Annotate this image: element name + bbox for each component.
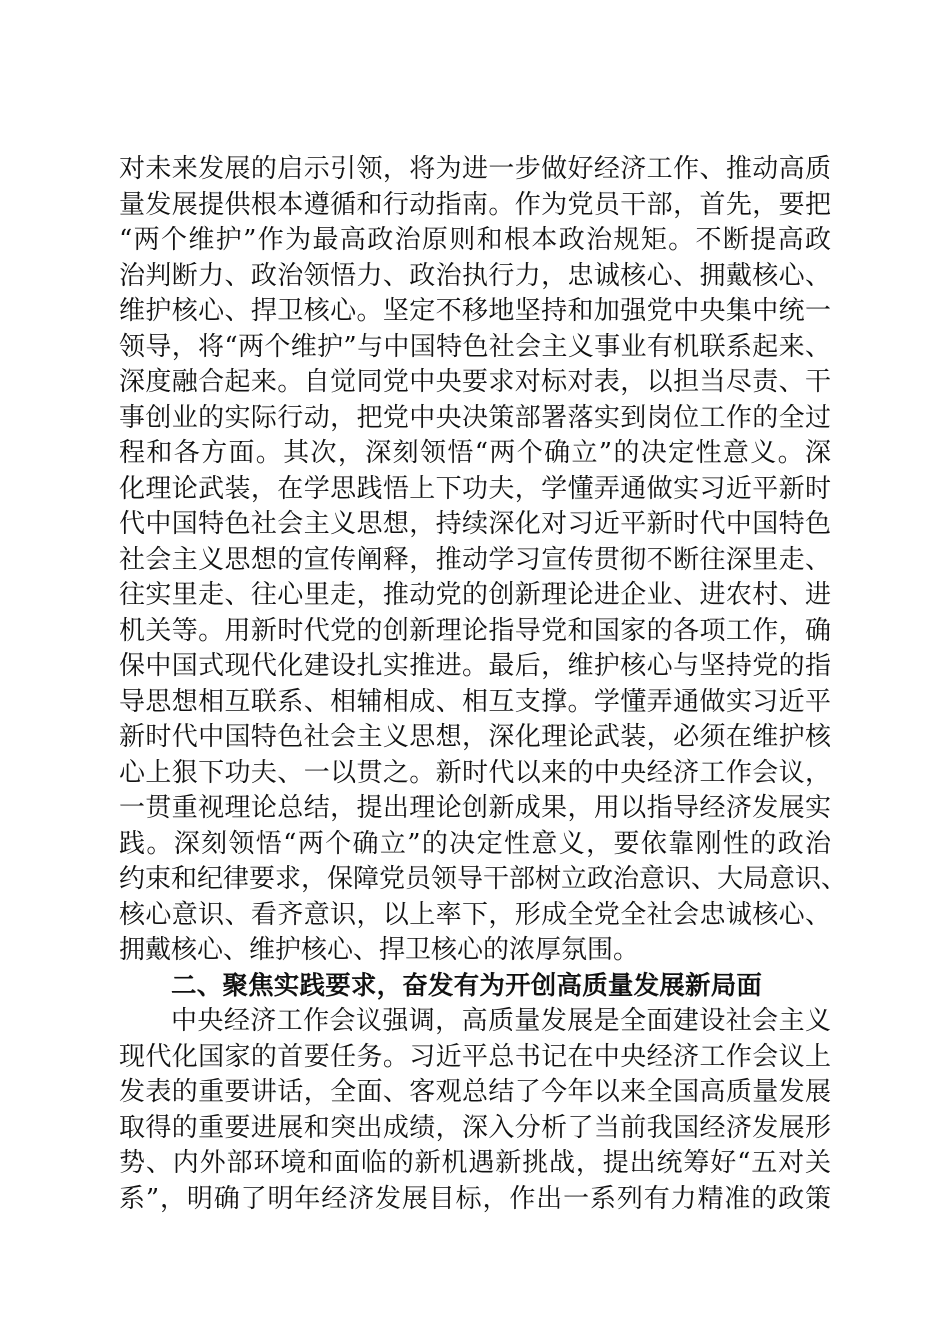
text-line: 事创业的实际行动，把党中央决策部署落实到岗位工作的全过 — [119, 402, 831, 433]
text-line: 新时代中国特色社会主义思想，深化理论武装，必须在维护核 — [119, 722, 831, 752]
text-line: 维护核心、捍卫核心。坚定不移地坚持和加强党中央集中统一 — [119, 296, 831, 326]
text-line: 代中国特色社会主义思想，持续深化对习近平新时代中国特色 — [119, 509, 831, 539]
text-line: 践。深刻领悟“两个确立”的决定性意义，要依靠刚性的政治 — [119, 828, 831, 859]
section-heading: 二、聚焦实践要求，奋发有为开创高质量发展新局面 — [171, 970, 763, 1001]
text-line: 发表的重要讲话，全面、客观总结了今年以来全国高质量发展 — [119, 1077, 831, 1107]
text-line: 深度融合起来。自觉同党中央要求对标对表，以担当尽责、干 — [119, 367, 831, 397]
text-line: 势、内外部环境和面临的新机遇新挑战，提出统筹好“五对关 — [119, 1148, 831, 1178]
text-line: 程和各方面。其次，深刻领悟“两个确立”的决定性意义。深 — [119, 438, 831, 468]
section-paragraph — [119, 1004, 831, 1217]
text-line: 量发展提供根本遵循和行动指南。作为党员干部，首先，要把 — [119, 189, 831, 220]
text-line: 心上狠下功夫、一以贯之。新时代以来的中央经济工作会议， — [119, 757, 831, 788]
text-line: 往实里走、往心里走，推动党的创新理论进企业、进农村、进 — [119, 580, 831, 610]
text-line: 社会主义思想的宣传阐释，推动学习宣传贯彻不断往深里走、 — [119, 544, 831, 575]
text-line: 现代化国家的首要任务。习近平总书记在中央经济工作会议上 — [119, 1041, 831, 1072]
paragraph-continued — [119, 152, 848, 969]
text-line: 治判断力、政治领悟力、政治执行力，忠诚核心、拥戴核心、 — [119, 260, 831, 291]
text-line: 机关等。用新时代党的创新理论指导党和国家的各项工作，确 — [119, 615, 831, 646]
text-line: 保中国式现代化建设扎实推进。最后，维护核心与坚持党的指 — [119, 651, 831, 681]
text-line: 中央经济工作会议强调，高质量发展是全面建设社会主义 — [171, 1006, 831, 1036]
text-line: 化理论武装，在学思践悟上下功夫，学懂弄通做实习近平新时 — [119, 473, 831, 504]
text-line: “两个维护”作为最高政治原则和根本政治规矩。不断提高政 — [119, 225, 831, 255]
document-page — [119, 152, 848, 1217]
text-line: 领导，将“两个维护”与中国特色社会主义事业有机联系起来、 — [119, 331, 831, 362]
text-line: 对未来发展的启示引领，将为进一步做好经济工作、推动高质 — [119, 154, 831, 184]
text-line: 系”，明确了明年经济发展目标，作出一系列有力精准的政策 — [119, 1183, 831, 1214]
text-line: 核心意识、看齐意识，以上率下，形成全党全社会忠诚核心、 — [119, 899, 831, 930]
text-line: 一贯重视理论总结，提出理论创新成果，用以指导经济发展实 — [119, 793, 831, 823]
text-line: 取得的重要进展和突出成绩，深入分析了当前我国经济发展形 — [119, 1112, 831, 1143]
text-line: 导思想相互联系、相辅相成、相互支撑。学懂弄通做实习近平 — [119, 686, 831, 717]
text-line: 拥戴核心、维护核心、捍卫核心的浓厚氛围。 — [119, 935, 640, 965]
text-line: 约束和纪律要求，保障党员领导干部树立政治意识、大局意识、 — [119, 864, 848, 894]
